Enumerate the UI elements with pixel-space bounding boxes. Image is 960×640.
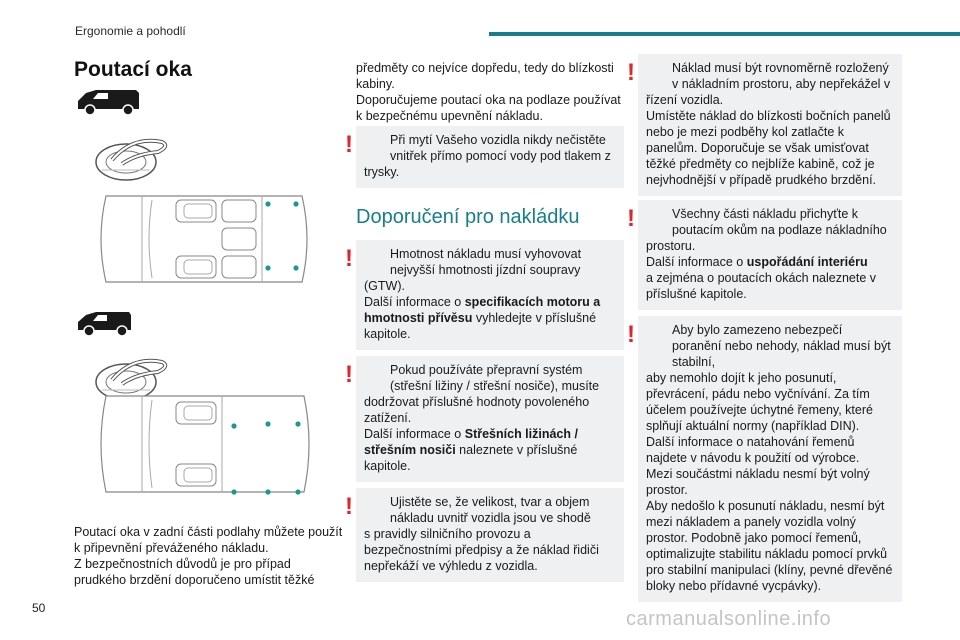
header-section-label: Ergonomie a pohodlí <box>75 24 186 38</box>
col2-intro: předměty co nejvíce dopředu, tedy do blízkosti kabiny. Doporučujeme poutací oka na podlaze používat k bezpečnému upevnění nákladu. <box>356 61 621 123</box>
warning-box-dimensions: ! Ujistěte se, že velikost, tvar a objem nákladu uvnitř vozidla jsou ve shodě s pravidly silničního provozu a bezpečnostními předpisy a že náklad řidiči nepřekáží ve výhledu z vozidla. <box>356 488 624 582</box>
warning-box-wash: ! Při mytí Vašeho vozidla nikdy nečistěte vnitřek přímo pomocí vody pod tlakem z trysky. <box>356 126 624 188</box>
van-long-icon <box>74 87 142 117</box>
floor-plan-short-icon <box>92 388 318 500</box>
warning-box-tie-down: ! Všechny části nákladu přichyťte k poutacím okům na podlaze nákladního prostoru. Další informace o uspořádání interiéru a zejména o poutacích okách naleznete v příslušné kapitole. <box>638 200 902 310</box>
warning-icon: ! <box>627 205 635 232</box>
col1-paragraph: Poutací oka v zadní části podlahy můžete použít k připevnění převáženého nákladu. Z bezpečnostních důvodů je pro případ prudkého brzdění doporučeno umístit těžké <box>74 525 343 587</box>
warning-icon: ! <box>345 131 353 158</box>
warning-icon: ! <box>627 321 635 348</box>
header-accent-rule <box>489 32 960 36</box>
floor-plan-long-icon <box>92 186 318 292</box>
warning-icon: ! <box>627 59 635 86</box>
van-short-icon <box>74 309 134 337</box>
warning-icon: ! <box>345 361 353 388</box>
warning-box-stability: ! Aby bylo zamezeno nebezpečí poranění nebo nehody, náklad musí být stabilní, aby nemohlo dojít k jeho posunutí, převrácení, pádu nebo vyčnívání. Za tím účelem používejte úchytné řemeny, které splňují aktuální normy (například DIN). Další informace o natahování řemenů najdete v návodu k použití od výrobce. Mezi součástmi nákladu nesmí být volný prostor. Aby nedošlo k posunutí nákladu, nesmí být mezi nákladem a panely vozidla volný prostor. Podobně jako pomocí řemenů, optimalizujte stabilitu nákladu pomocí prvků pro stabilní manipulaci (klíny, pevné dřevěné bloky nebo přídavné vycpávky). <box>638 316 902 602</box>
watermark: carmanualsonline.info <box>626 608 832 630</box>
section-title: Doporučení pro nakládku <box>356 206 580 228</box>
warning-box-distribution: ! Náklad musí být rovnoměrně rozložený v nákladním prostoru, aby nepřekážel v řízení vozidla. Umístěte náklad do blízkosti bočních panelů nebo je mezi podběhy kol zatlačte k panelům. Doporučuje se však umisťovat těžké předměty co nejblíže kabině, což je nejvhodnější v případě prudkého brzdění. <box>638 54 902 196</box>
warning-icon: ! <box>345 493 353 520</box>
page-number: 50 <box>32 601 46 615</box>
warning-box-gtw: ! Hmotnost nákladu musí vyhovovat nejvyšší hmotnosti jízdní soupravy (GTW). Další informace o specifikacích motoru a hmotnosti přívěsu vyhledejte v příslušné kapitole. <box>356 240 624 350</box>
warning-box-roof: ! Pokud používáte přepravní systém (střešní ližiny / střešní nosiče), musíte dodržovat příslušné hodnoty povoleného zatížení. Další informace o Střešních ližinách / střešním nosiči naleznete v příslušné kapitole. <box>356 356 624 482</box>
tie-down-ring-icon <box>92 132 176 186</box>
page-title: Poutací oka <box>74 58 192 81</box>
warning-icon: ! <box>345 245 353 272</box>
